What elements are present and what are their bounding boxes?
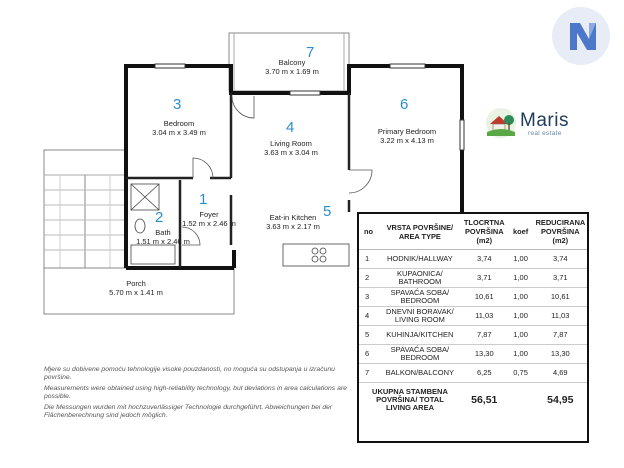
- table-row: [359, 326, 587, 345]
- room-number-foyer: 1: [199, 191, 208, 208]
- cell-no: 7: [359, 364, 379, 383]
- total-net-area: 54,95: [547, 394, 574, 406]
- cell-gross-area: 11,03: [461, 307, 508, 326]
- total-gross-area: 56,51: [471, 394, 498, 406]
- cell-area-type: BALKON/BALCONY: [379, 364, 461, 383]
- cell-net-area: 3,71: [534, 269, 587, 288]
- room-label-living-room: Living Room 3.63 m x 3.04 m: [264, 139, 318, 157]
- table-total-row: [359, 383, 587, 418]
- house-tree-icon: [484, 106, 518, 140]
- n-logo-icon: [551, 6, 611, 66]
- cell-coefficient: 1,00: [508, 345, 534, 364]
- cell-no: 6: [359, 345, 379, 364]
- kitchen-counter: [283, 244, 349, 266]
- room-label-balcony: Balcony 3.70 m x 1.69 m: [265, 58, 319, 76]
- col-header-no: no: [359, 214, 379, 250]
- col-header-gross-area: TLOCRTNA POVRŠINA (m2): [461, 214, 508, 250]
- table-row: [359, 250, 587, 269]
- cell-gross-area: 3,71: [461, 269, 508, 288]
- total-coefficient-empty: [508, 383, 534, 418]
- cell-gross-area: 13,30: [461, 345, 508, 364]
- table-row: [359, 364, 587, 383]
- room-number-bath: 2: [155, 209, 164, 226]
- cell-gross-area: 3,74: [461, 250, 508, 269]
- cell-gross-area: 6,25: [461, 364, 508, 383]
- cell-net-area: 11,03: [534, 307, 587, 326]
- cell-no: 4: [359, 307, 379, 326]
- cell-coefficient: 1,00: [508, 326, 534, 345]
- room-label-primary-bedroom: Primary Bedroom 3.22 m x 4.13 m: [377, 127, 437, 145]
- cell-no: 5: [359, 326, 379, 345]
- cell-coefficient: 1,00: [508, 269, 534, 288]
- room-number-balcony: 7: [306, 44, 315, 61]
- cell-net-area: 7,87: [534, 326, 587, 345]
- cell-net-area: 10,61: [534, 288, 587, 307]
- table-row: [359, 307, 587, 326]
- cell-area-type: SPAVAĆA SOBA/ BEDROOM: [379, 288, 461, 307]
- table-row: [359, 269, 587, 288]
- cell-coefficient: 1,00: [508, 288, 534, 307]
- room-label-porch: Porch 5.70 m x 1.41 m: [109, 279, 163, 297]
- note-german: Die Messungen wurden mit hochzuverlässiger Technologie durchgeführt, Abweichungen bei der Flächenberechnung sind jedoch möglich.: [44, 404, 333, 420]
- room-label-bedroom: Bedroom 3.04 m x 3.49 m: [152, 119, 206, 137]
- note-english: Measurements were obtained using high-reliability technology, but deviations in area calculations are possible.: [44, 385, 347, 401]
- room-number-living-room: 4: [286, 119, 295, 136]
- col-header-net-area: REDUCIRANA POVRŠINA (m2): [534, 214, 587, 250]
- room-number-bedroom: 3: [173, 96, 182, 113]
- total-label: UKUPNA STAMBENA POVRŠINA/ TOTAL LIVING AREA: [372, 387, 448, 412]
- table-row: [359, 345, 587, 364]
- brand-name: Maris: [520, 110, 569, 131]
- cell-area-type: SPAVAĆA SOBA/ BEDROOM: [379, 345, 461, 364]
- cell-area-type: KUHINJA/KITCHEN: [379, 326, 461, 345]
- area-table: [357, 212, 589, 443]
- room-label-bath: Bath 1.51 m x 2.46 m: [136, 228, 190, 246]
- cell-no: 3: [359, 288, 379, 307]
- cell-gross-area: 7,87: [461, 326, 508, 345]
- cell-no: 1: [359, 250, 379, 269]
- bathtub: [131, 245, 175, 264]
- table-header-row: [359, 214, 587, 250]
- col-header-area-type: VRSTA POVRŠINE/ AREA TYPE: [379, 214, 461, 250]
- maris-logo: [484, 106, 584, 142]
- cell-gross-area: 10,61: [461, 288, 508, 307]
- cell-coefficient: 1,00: [508, 250, 534, 269]
- cell-coefficient: 0,75: [508, 364, 534, 383]
- col-header-coefficient: koef: [508, 214, 534, 250]
- room-number-kitchen: 5: [323, 203, 332, 220]
- cell-coefficient: 1,00: [508, 307, 534, 326]
- room-label-foyer: Foyer 1.52 m x 2.46 m: [182, 210, 236, 228]
- cell-no: 2: [359, 269, 379, 288]
- cell-net-area: 4,69: [534, 364, 587, 383]
- note-croatian: Mjere su dobivene pomoću tehnologije visoke pouzdanosti, no moguća su odstupanja u izračunu površine.: [44, 366, 335, 382]
- cell-area-type: HODNIK/HALLWAY: [379, 250, 461, 269]
- room-label-kitchen: Eat-in Kitchen 3.63 m x 2.17 m: [266, 213, 320, 231]
- room-number-primary-bedroom: 6: [400, 96, 409, 113]
- cell-net-area: 3,74: [534, 250, 587, 269]
- cell-area-type: KUPAONICA/ BATHROOM: [379, 269, 461, 288]
- cell-net-area: 13,30: [534, 345, 587, 364]
- cell-area-type: DNEVNI BORAVAK/ LIVING ROOM: [379, 307, 461, 326]
- brand-tagline: real estate: [528, 130, 562, 137]
- table-row: [359, 288, 587, 307]
